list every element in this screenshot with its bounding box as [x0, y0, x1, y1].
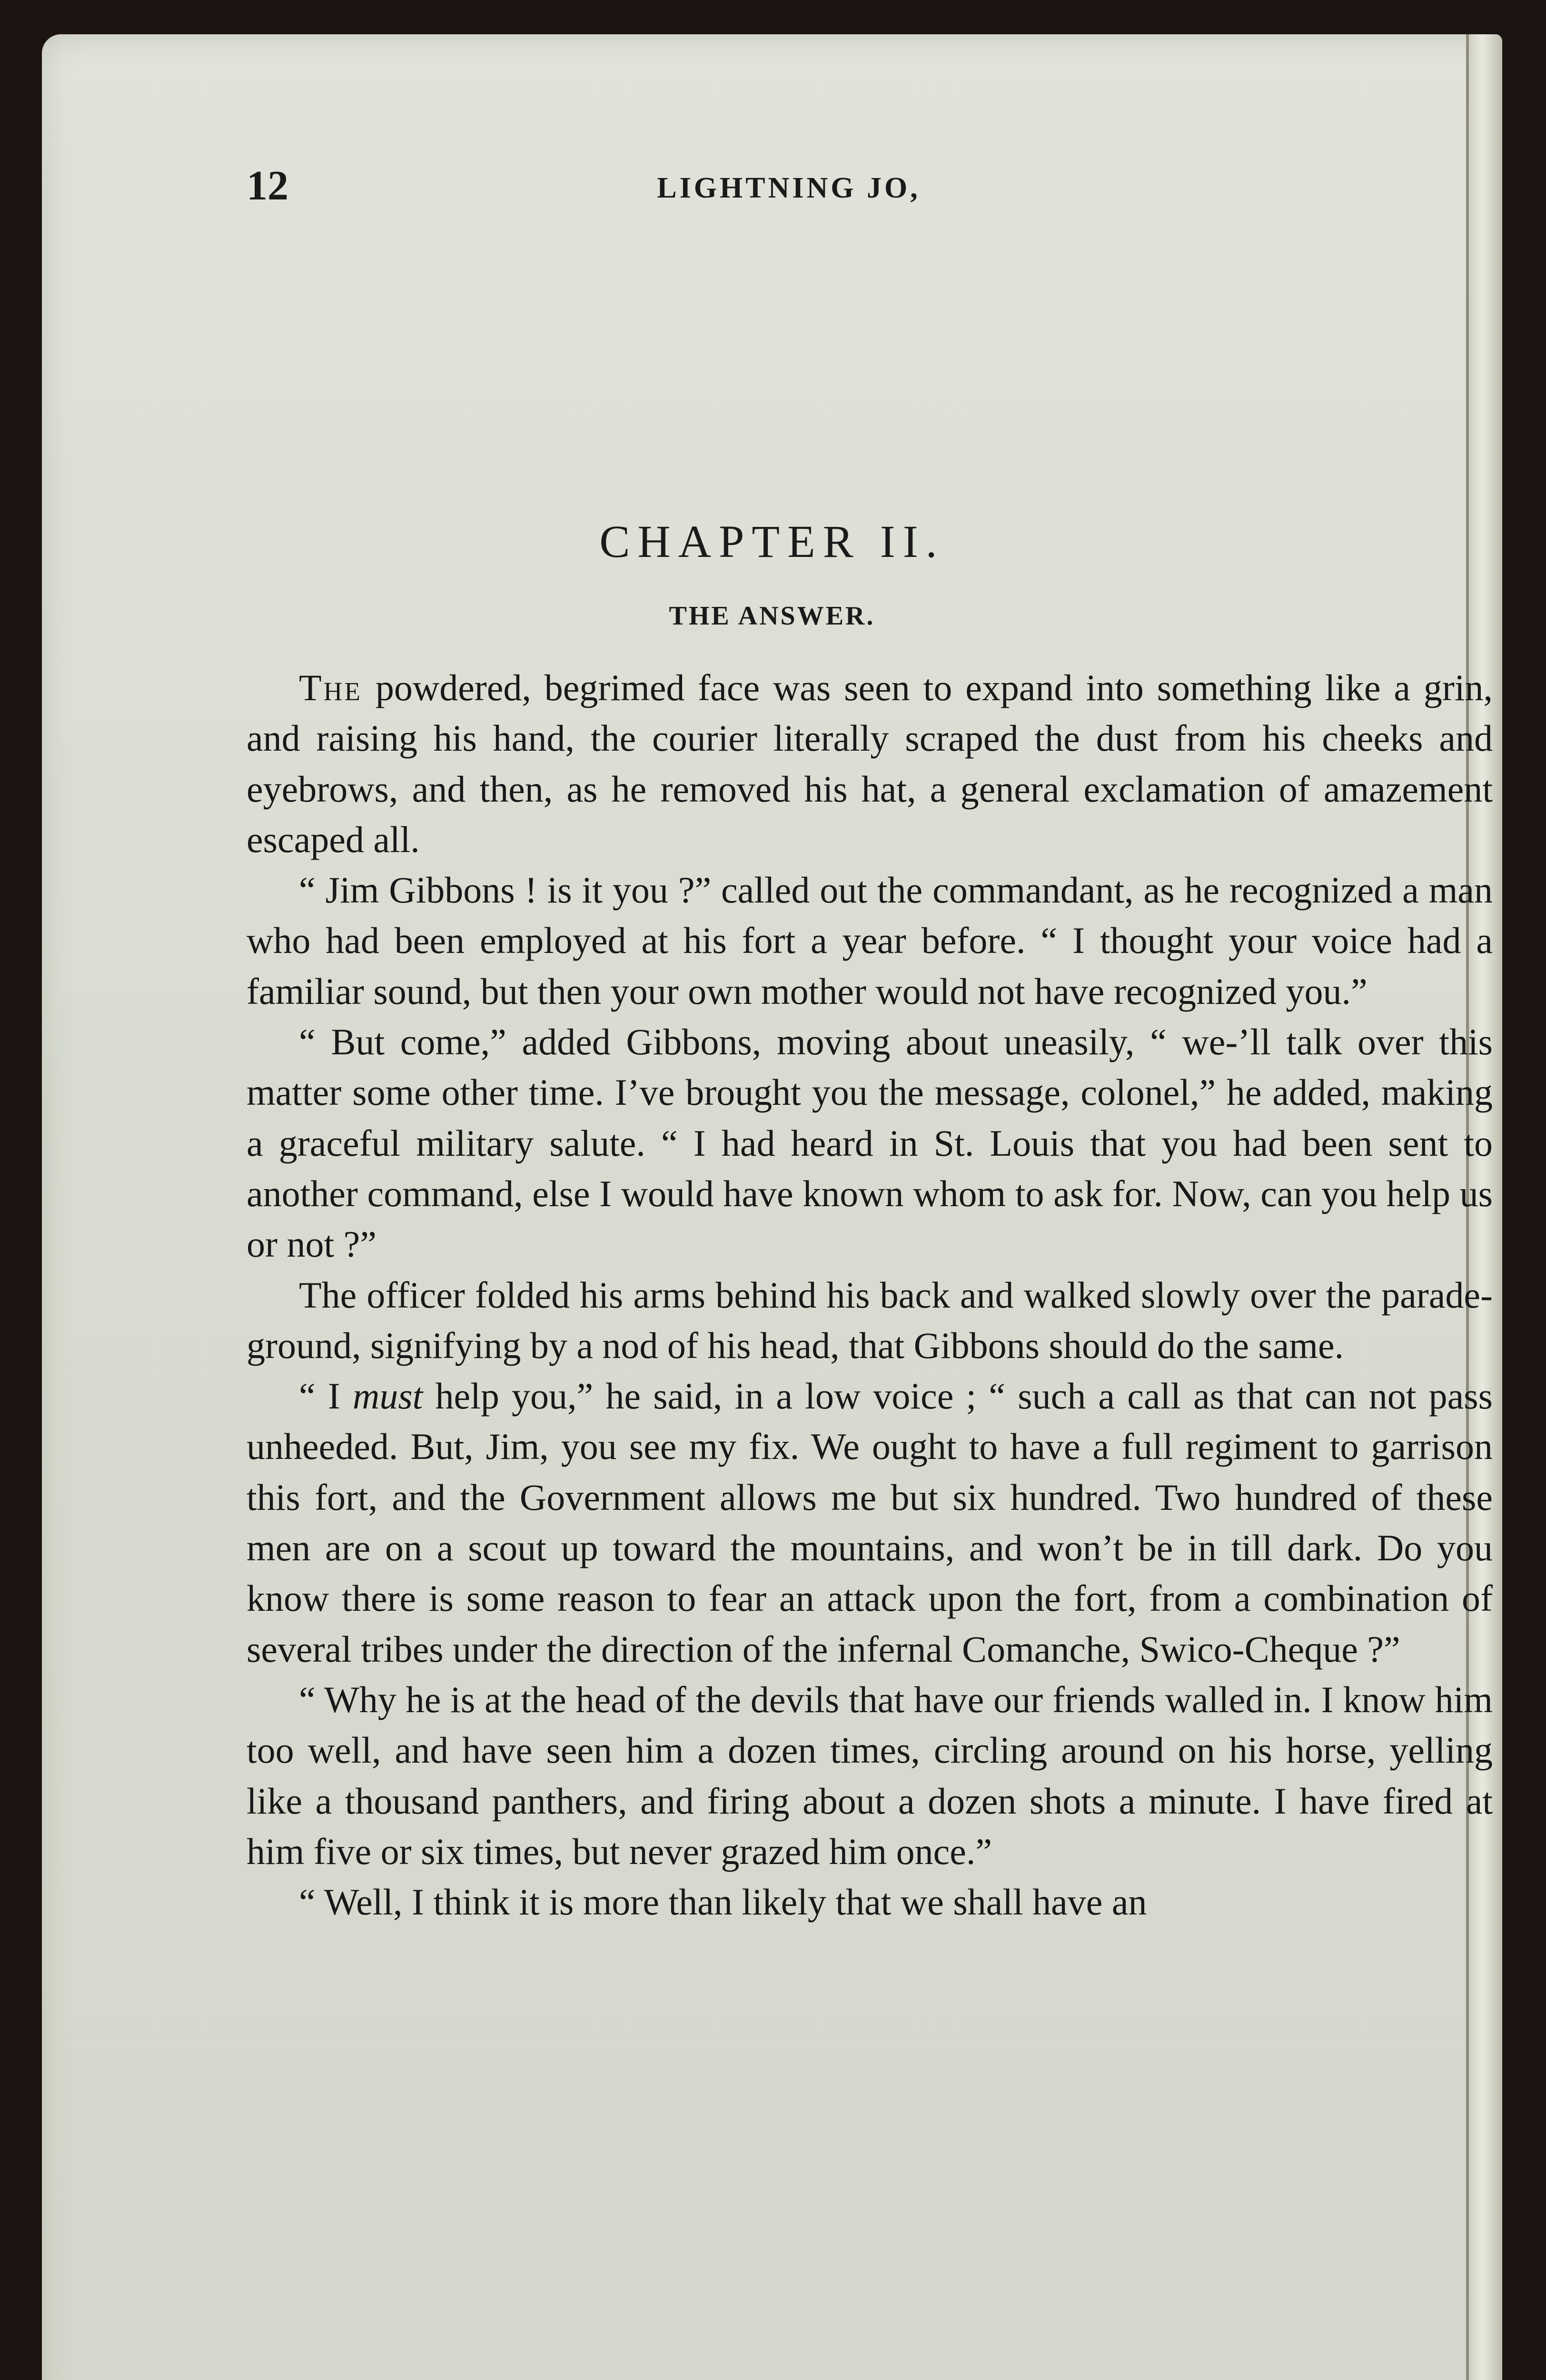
page-number: 12 — [247, 163, 288, 209]
paragraph — [247, 663, 1493, 865]
paragraph: “ Well, I think it is more than likely that we shall have an — [299, 1881, 1147, 1923]
book-page — [42, 34, 1502, 2380]
paragraph-text: “ I — [299, 1375, 353, 1417]
emphasis: must — [353, 1375, 423, 1417]
chapter-text — [247, 663, 1493, 1927]
paragraph: The officer folded his arms behind his back and walked slowly over the parade-ground, signifying by a nod of his head, that Gibbons should do the same. — [247, 1274, 1493, 1366]
paragraph-text: help you,” he said, in a low voice ; “ such a call as that can not pass unheeded. But, Jim, you see my fix. We ought to have a full regiment to garrison this fort, and the Government allows me but six hundred. Two hundred of these men are on a scout up toward the mountains, and won’t be in till dark. Do you know there is some reason to fear an attack upon the fort, from a combination of several tribes under the direction of the infernal Comanche, Swico-Cheque ?” — [247, 1375, 1493, 1670]
running-title: LIGHTNING JO, — [657, 172, 921, 204]
paragraph: “ Why he is at the head of the devils that have our friends walled in. I know him too well, and have seen him a dozen times, circling around on his horse, yelling like a thousand panthers, and firing about a dozen shots a minute. I have fired at him five or six times, but never grazed him once.” — [247, 1678, 1493, 1872]
paragraph — [247, 1371, 1493, 1675]
running-head — [247, 162, 1331, 219]
paragraph: “ But come,” added Gibbons, moving about uneasily, “ we-’ll talk over this matter some other time. I’ve brought you the message, colonel,” he added, making a graceful military salute. “ I had heard in St. Louis that you had been sent to another command, else I would have known whom to ask for. Now, can you help us or not ?” — [247, 1021, 1493, 1265]
drop-word: The — [299, 667, 362, 708]
chapter-title: CHAPTER II. — [599, 516, 945, 567]
chapter-subtitle: THE ANSWER. — [669, 601, 875, 631]
paragraph-text: powdered, begrimed face was seen to expand into something like a grin, and raising his hand, the courier literally scraped the dust from his cheeks and eyebrows, and then, as he removed his hat, a general exclamation of amazement escaped all. — [247, 667, 1493, 860]
paragraph: “ Jim Gibbons ! is it you ?” called out the commandant, as he recognized a man who had been employed at his fort a year before. “ I thought your voice had a familiar sound, but then your own mother would not have recognized you.” — [247, 869, 1493, 1012]
